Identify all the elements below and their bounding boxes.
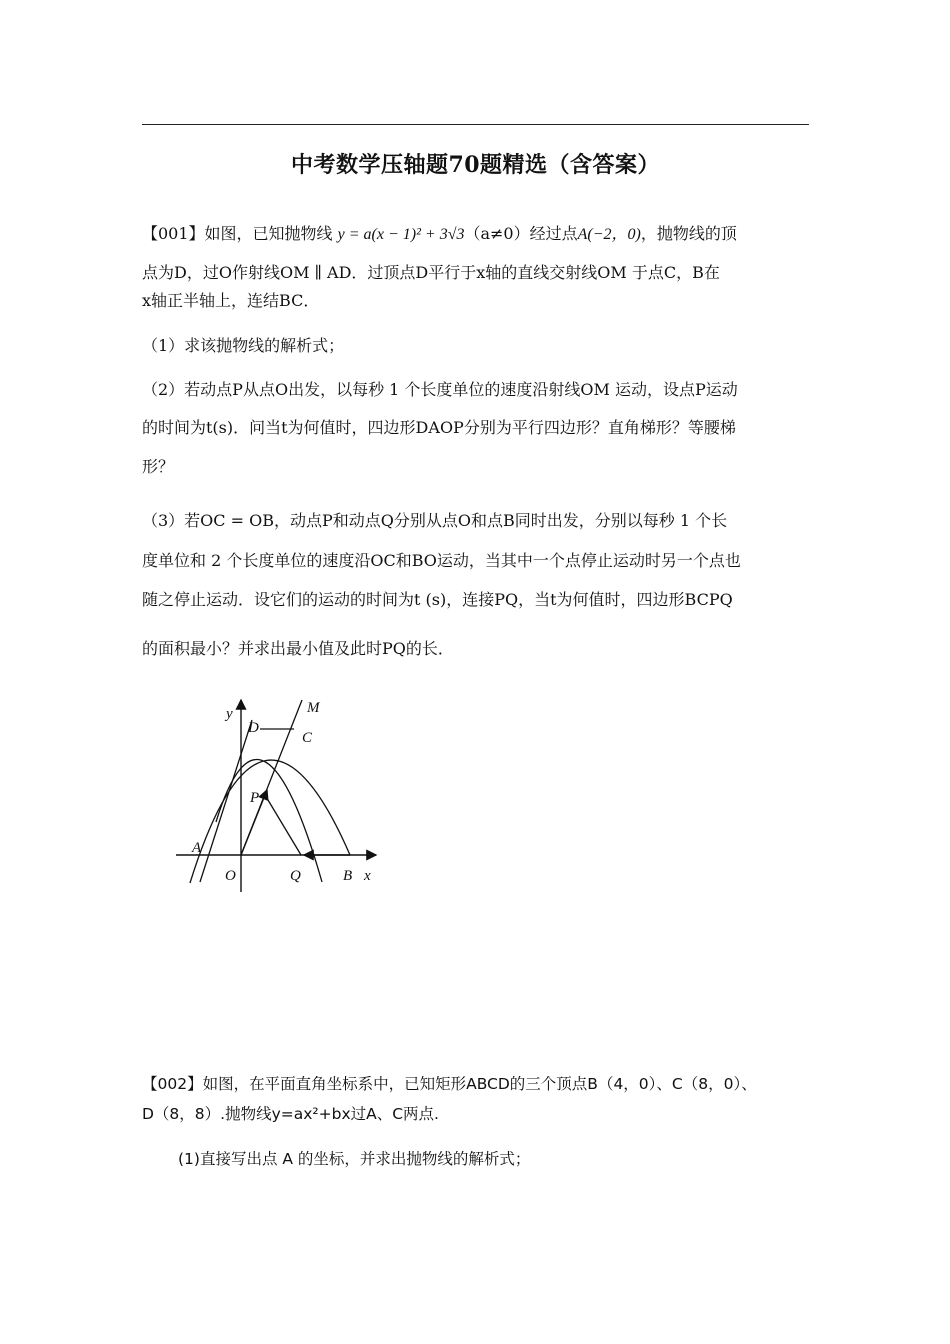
page-title: 中考数学压轴题70题精选（含答案）	[290, 152, 661, 178]
label-p: P	[250, 790, 260, 806]
problem-001-line-2: 点为D，过O作射线OM ∥ AD．过顶点D平行于x轴的直线交射线OM 于点C，B在	[142, 263, 720, 282]
point-a: A(−2，0)	[577, 226, 641, 243]
label-d: D	[248, 720, 259, 736]
problem-002-question-1: (1)直接写出点 A 的坐标，并求出抛物线的解析式；	[178, 1150, 531, 1168]
label-o: O	[225, 868, 236, 884]
parabola-curve	[190, 760, 353, 884]
problem-002-line-1: 【002】如图，在平面直角坐标系中，已知矩形ABCD的三个顶点B（4，0）、C（8，0）、	[142, 1075, 757, 1093]
label-a: A	[192, 840, 202, 856]
problem-number: 【001】	[142, 224, 205, 243]
line-ad	[200, 720, 252, 882]
question-3-line-1: （3）若OC = OB，动点P和动点Q分别从点O和点B同时出发，分别以每秒 1 个长	[142, 511, 728, 530]
problem-002-line-2: D（8，8）.抛物线y=ax²+bx过A、C两点.	[142, 1105, 439, 1123]
label-b: B	[343, 868, 353, 884]
label-x: x	[364, 868, 371, 884]
equation: y = a(x − 1)² + 3√3	[337, 226, 465, 243]
problem-001-line-3: x轴正半轴上，连结BC．	[142, 291, 320, 310]
label-c: C	[302, 730, 313, 746]
header-rule	[142, 124, 809, 125]
question-3-line-3: 随之停止运动．设它们的运动的时间为t (s)，连接PQ，当t为何值时，四边形BCPQ	[142, 590, 733, 609]
label-y: y	[226, 706, 233, 722]
problem-001-line-1: 【001】如图，已知抛物线 y = a(x − 1)² + 3√3（a≠0）经过点A(−2，0)，抛物线的顶	[142, 224, 737, 243]
question-2-line-1: （2）若动点P从点O出发，以每秒 1 个长度单位的速度沿射线OM 运动，设点P运动	[142, 380, 738, 399]
question-2-line-3: 形？	[142, 457, 175, 476]
label-q: Q	[290, 868, 301, 884]
question-2-line-2: 的时间为t(s)．问当t为何值时，四边形DAOP分别为平行四边形？直角梯形？等腰梯	[142, 418, 736, 437]
question-1: （1）求该抛物线的解析式；	[142, 336, 345, 355]
question-3-line-2: 度单位和 2 个长度单位的速度沿OC和BO运动，当其中一个点停止运动时另一个点也	[142, 551, 741, 570]
parabola-curve-2	[216, 760, 322, 883]
label-m: M	[307, 700, 320, 716]
geometry-figure	[170, 692, 390, 892]
question-3-line-4: 的面积最小？并求出最小值及此时PQ的长．	[142, 639, 454, 658]
